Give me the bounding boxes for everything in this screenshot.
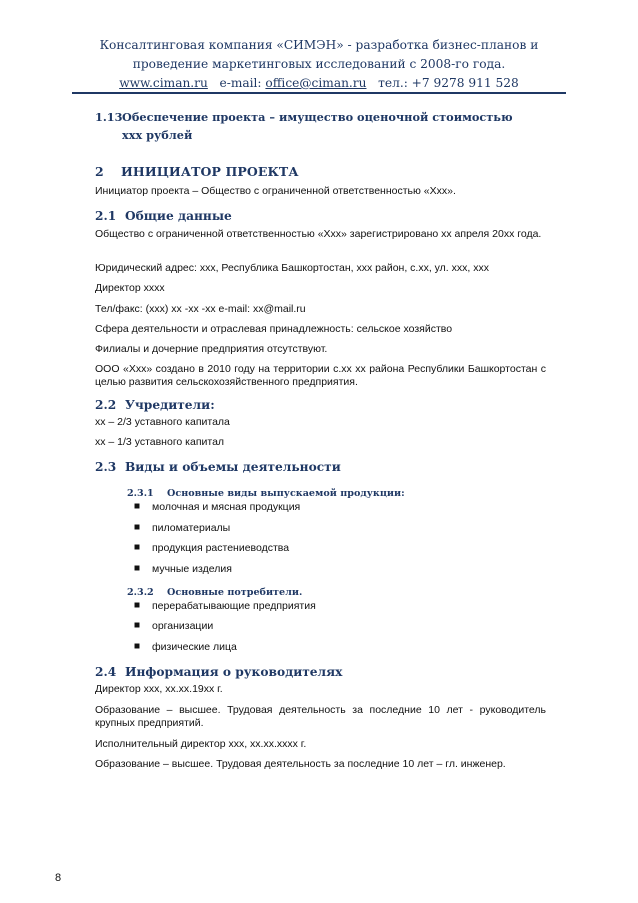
section-2-heading bbox=[95, 164, 299, 179]
paragraph: Исполнительный директор ххх, хх.хх.хххх г. bbox=[95, 738, 307, 750]
section-2-3-2-number: 2.3.2 bbox=[127, 587, 154, 598]
section-2-3-1-title: Основные виды выпускаемой продукции: bbox=[167, 488, 405, 499]
list-item: мучные изделия bbox=[133, 563, 232, 576]
section-2-4-number: 2.4 bbox=[95, 665, 117, 679]
paragraph: Образование – высшее. Трудовая деятельность за последние 10 лет - руководитель крупных предприятий. bbox=[95, 704, 546, 730]
section-2-3-1-number: 2.3.1 bbox=[127, 488, 154, 499]
paragraph: Филиалы и дочерние предприятия отсутствуют. bbox=[95, 343, 328, 355]
website-link[interactable]: www.ciman.ru bbox=[119, 76, 208, 90]
item-1-13-number: 1.13 bbox=[95, 110, 123, 124]
email-link[interactable]: office@ciman.ru bbox=[265, 76, 367, 90]
paragraph: Тел/факс: (ххх) хх -хх -хх e-mail: хх@mail.ru bbox=[95, 303, 306, 315]
item-1-13-text-line2: ххх рублей bbox=[122, 128, 193, 142]
paragraph: Директор ххх, хх.хх.19хх г. bbox=[95, 683, 223, 695]
paragraph: ООО «Ххх» создано в 2010 году на территории с.хх хх района Республики Башкортостан с целью развития сельскохозяйственного предприятия. bbox=[95, 363, 546, 389]
paragraph: Директор хххх bbox=[95, 282, 165, 294]
section-2-number: 2 bbox=[95, 164, 104, 179]
bullet-square-icon bbox=[135, 525, 140, 530]
section-2-title: ИНИЦИАТОР ПРОЕКТА bbox=[121, 164, 299, 179]
section-2-intro: Инициатор проекта – Общество с ограниченной ответственностью «Ххх». bbox=[95, 185, 456, 197]
section-2-3-2-title: Основные потребители. bbox=[167, 587, 303, 598]
bullet-square-icon bbox=[135, 566, 140, 571]
section-2-2-title: Учредители: bbox=[125, 398, 215, 412]
header-line-1: Консалтинговая компания «СИМЭН» - разработка бизнес-планов и bbox=[99, 38, 539, 52]
paragraph: Образование – высшее. Трудовая деятельность за последние 10 лет – гл. инженер. bbox=[95, 758, 506, 770]
paragraph: Юридический адрес: ххх, Республика Башкортостан, ххх район, с.хх, ул. ххх, ххх bbox=[95, 262, 489, 274]
section-2-2-number: 2.2 bbox=[95, 398, 117, 412]
section-2-2-heading bbox=[95, 398, 215, 412]
section-2-3-1-heading bbox=[127, 488, 405, 499]
bullet-square-icon bbox=[135, 623, 140, 628]
paragraph: Сфера деятельности и отраслевая принадлежность: сельское хозяйство bbox=[95, 323, 453, 335]
founder-line: хх – 1/3 уставного капитал bbox=[95, 436, 225, 448]
paragraph: Общество с ограниченной ответственностью «Ххх» зарегистрировано хх апреля 20хх года. bbox=[95, 228, 542, 240]
bullet-square-icon bbox=[135, 603, 140, 608]
section-2-4-heading bbox=[95, 665, 342, 679]
section-2-3-2-heading bbox=[127, 587, 302, 598]
section-2-3-heading bbox=[95, 460, 341, 474]
page-number: 8 bbox=[55, 872, 62, 884]
founder-line: хх – 2/3 уставного капитала bbox=[95, 416, 230, 428]
bullet-square-icon bbox=[135, 545, 140, 550]
header-line-2: проведение маркетинговых исследований с 2008-го года. bbox=[132, 57, 506, 71]
list-item: физические лица bbox=[133, 641, 237, 654]
item-1-13-text-line1: Обеспечение проекта – имущество оценочной стоимостью bbox=[122, 110, 513, 124]
section-2-1-heading bbox=[95, 209, 232, 223]
section-2-3-number: 2.3 bbox=[95, 460, 117, 474]
section-2-3-title: Виды и объемы деятельности bbox=[125, 460, 341, 474]
list-item: перерабатывающие предприятия bbox=[133, 600, 316, 613]
section-2-4-title: Информация о руководителях bbox=[125, 665, 343, 679]
section-2-1-number: 2.1 bbox=[95, 209, 117, 223]
header-contacts bbox=[60, 74, 578, 93]
list-item: продукция растениеводства bbox=[133, 542, 289, 555]
section-2-1-title: Общие данные bbox=[125, 209, 232, 223]
list-item: организации bbox=[133, 620, 213, 633]
list-item: пиломатериалы bbox=[133, 522, 230, 535]
item-1-13 bbox=[95, 108, 546, 144]
list-item: молочная и мясная продукция bbox=[133, 501, 300, 514]
bullet-square-icon bbox=[135, 504, 140, 509]
bullet-square-icon bbox=[135, 644, 140, 649]
header-divider bbox=[72, 92, 566, 94]
phone-text: тел.: +7 9278 911 528 bbox=[378, 76, 519, 90]
page-header bbox=[60, 36, 578, 93]
email-label: e-mail: bbox=[219, 76, 262, 90]
